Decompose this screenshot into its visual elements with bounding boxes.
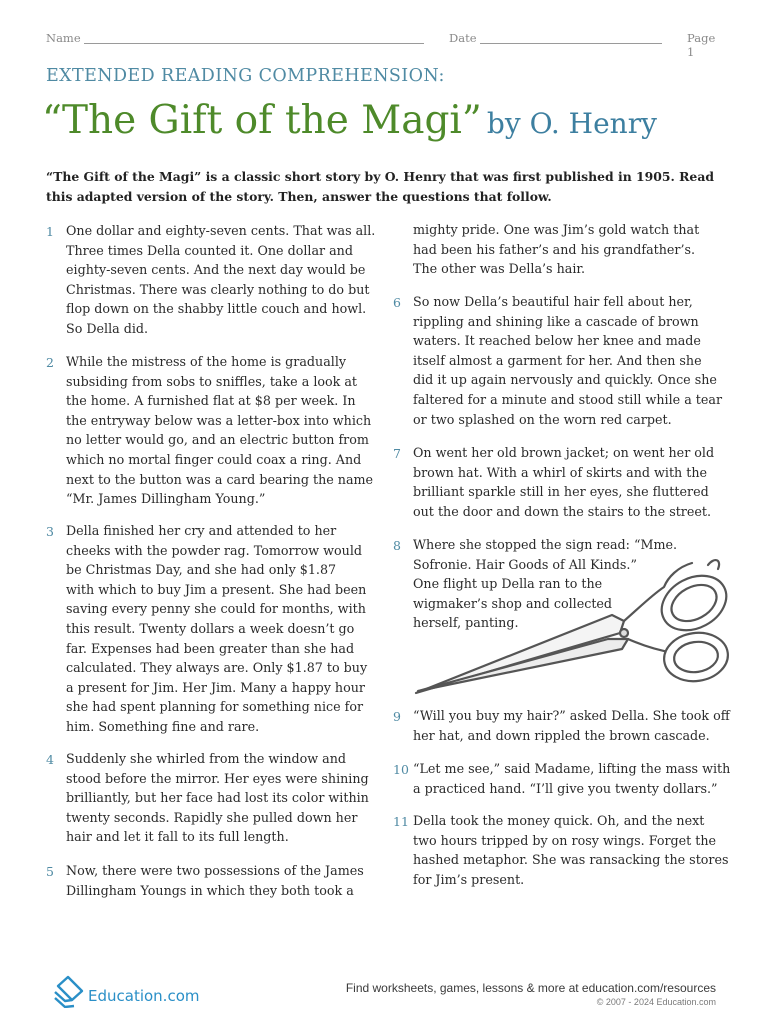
page-number: Page 1 <box>687 31 716 59</box>
paragraph-line: with which to buy Jim a present. She had been <box>66 581 367 597</box>
intro-text: “The Gift of the Magi” is a classic short story by O. Henry that was first published in 1905. Read this adapted version of the story. Then, answer the questions that follow. <box>46 169 715 204</box>
paragraph-number: 2 <box>46 355 54 370</box>
paragraph-line: a practiced hand. “I’ll give you twenty dollars.” <box>413 780 718 796</box>
paragraph-line: had been his father’s and his grandfather’s. <box>413 241 696 257</box>
paragraph-line: which no mortal finger could coax a ring. And <box>66 451 362 467</box>
paragraph-line: this result. Twenty dollars a week doesn’t go <box>66 620 355 636</box>
paragraph-line: a present for Jim. Her Jim. Many a happy hour <box>66 679 365 695</box>
education-logo-icon <box>52 974 86 1008</box>
paragraph-line: So Della did. <box>66 320 149 336</box>
paragraph <box>413 292 722 429</box>
paragraph-line: Where she stopped the sign read: “Mme. <box>413 537 678 552</box>
paragraph-line: no letter would go, and an electric button from <box>66 432 369 448</box>
subheading: EXTENDED READING COMPREHENSION: <box>46 66 445 86</box>
paragraph-line: brown hat. With a whirl of skirts and with the <box>413 464 708 480</box>
paragraph-number: 10 <box>393 762 409 777</box>
paragraph-line: two hours tripped by on rosy wings. Forget the <box>413 832 717 848</box>
paragraph-line: Now, there were two possessions of the James <box>66 863 364 878</box>
paragraph-line: brilliant sparkle still in her eyes, she fluttered <box>413 484 709 500</box>
paragraph-line: Della took the money quick. Oh, and the next <box>413 813 705 828</box>
paragraph-line: be Christmas Day, and she had only $1.87 <box>66 562 337 578</box>
paragraph-line: One flight up Della ran to the <box>413 576 603 592</box>
paragraph-line: One dollar and eighty-seven cents. That was all. <box>66 223 376 238</box>
paragraph-line: “Mr. James Dillingham Young.” <box>66 491 266 507</box>
paragraph-line: subsiding from sobs to sniffles, take a look at <box>66 373 358 389</box>
paragraph-line: The other was Della’s hair. <box>413 261 586 277</box>
paragraph-line: the entryway below was a letter-box into which <box>66 412 372 428</box>
paragraph-line: wigmaker’s shop and collected <box>413 595 613 611</box>
paragraph <box>66 521 367 737</box>
paragraph <box>66 861 364 900</box>
paragraph <box>413 759 730 798</box>
paragraph-line: mighty pride. One was Jim’s gold watch that <box>413 222 700 237</box>
paragraph-line: saving every penny she could for months, with <box>66 601 366 617</box>
story-author: by O. Henry <box>486 107 657 140</box>
paragraph-line: rippling and shining like a cascade of brown <box>413 313 699 329</box>
paragraph-number: 1 <box>46 224 54 239</box>
education-logo-text: Education.com <box>88 987 200 1005</box>
resources-link[interactable]: Find worksheets, games, lessons & more at education.com/resources <box>345 981 716 995</box>
paragraph-number: 9 <box>393 709 401 724</box>
paragraph-line: hashed metaphor. She was ransacking the stores <box>413 852 729 868</box>
paragraph-line: out the door and down the stairs to the street. <box>413 503 712 519</box>
name-label: Name <box>46 31 81 45</box>
paragraph-line: herself, panting. <box>413 615 519 631</box>
paragraph-line: stood before the mirror. Her eyes were shining <box>66 770 369 786</box>
page-title <box>42 98 657 143</box>
paragraph-number: 5 <box>46 864 54 879</box>
paragraph <box>413 811 729 889</box>
paragraph-line: her hat, and down rippled the brown cascade. <box>413 727 710 743</box>
paragraph-number: 6 <box>393 295 401 310</box>
paragraph-line: On went her old brown jacket; on went her old <box>413 445 715 460</box>
paragraph-line: far. Expenses had been greater than she had <box>66 640 355 656</box>
paragraph-line: brilliantly, but her face had lost its color within <box>66 790 369 806</box>
paragraph-line: itself almost a garment for her. And then she <box>413 352 702 368</box>
paragraph-line: she had spent planning for something nice for <box>66 699 364 715</box>
paragraph-line: calculated. They always are. Only $1.87 to buy <box>66 660 368 676</box>
date-label: Date <box>449 31 477 45</box>
paragraph-line: eighty-seven cents. And the next day would be <box>66 262 366 278</box>
paragraph-number: 4 <box>46 752 54 767</box>
paragraph-line: Dillingham Youngs in which they both took a <box>66 882 354 898</box>
paragraph-line: twenty seconds. Rapidly she pulled down her <box>66 809 358 825</box>
paragraph <box>413 443 714 521</box>
paragraph-line: Christmas. There was clearly nothing to do but <box>66 281 370 297</box>
education-logo[interactable] <box>52 972 232 1008</box>
paragraph-line: “Let me see,” said Madame, lifting the mass with <box>413 761 731 776</box>
paragraph <box>413 220 699 279</box>
paragraph-line: While the mistress of the home is gradually <box>66 354 347 369</box>
paragraph <box>66 352 373 509</box>
paragraph-line: the home. A furnished flat at $8 per week. In <box>66 393 356 409</box>
paragraph-line: hair and let it fall to its full length. <box>66 829 289 845</box>
paragraph-line: flop down on the shabby little couch and howl. <box>66 301 367 317</box>
paragraph <box>66 749 369 847</box>
paragraph-line: or two splashed on the worn red carpet. <box>413 411 672 427</box>
date-field-line[interactable] <box>480 43 662 44</box>
paragraph-line: did it up again nervously and quickly. Once she <box>413 372 717 388</box>
paragraph-line: for Jim’s present. <box>413 871 525 887</box>
header-bar <box>46 31 722 59</box>
name-field-line[interactable] <box>84 43 424 44</box>
paragraph-line: Suddenly she whirled from the window and <box>66 751 347 766</box>
paragraph <box>413 706 730 745</box>
scissors-icon <box>412 555 752 700</box>
paragraph-line: Della finished her cry and attended to her <box>66 523 337 538</box>
paragraph-line: cheeks with the powder rag. Tomorrow would <box>66 542 363 558</box>
paragraph-line: faltered for a minute and stood still while a tear <box>413 391 723 407</box>
paragraph-number: 3 <box>46 524 54 539</box>
paragraph-line: waters. It reached below her knee and made <box>413 333 701 349</box>
paragraph-line: Three times Della counted it. One dollar and <box>66 242 353 258</box>
paragraph-number: 7 <box>393 446 401 461</box>
paragraph-line: him. Something fine and rare. <box>66 718 260 734</box>
story-title: “The Gift of the Magi” <box>42 98 482 143</box>
paragraph-number: 8 <box>393 538 401 553</box>
paragraph-line: So now Della’s beautiful hair fell about her, <box>413 294 693 309</box>
footer-info <box>346 981 716 1007</box>
paragraph-number: 11 <box>393 814 409 829</box>
copyright-text: © 2007 - 2024 Education.com <box>596 997 716 1007</box>
paragraph-line: next to the button was a card bearing the name <box>66 471 374 487</box>
paragraph-line: Sofronie. Hair Goods of All Kinds.” <box>413 556 637 572</box>
paragraph <box>66 221 375 339</box>
paragraph-line: “Will you buy my hair?” asked Della. She took off <box>413 708 730 723</box>
